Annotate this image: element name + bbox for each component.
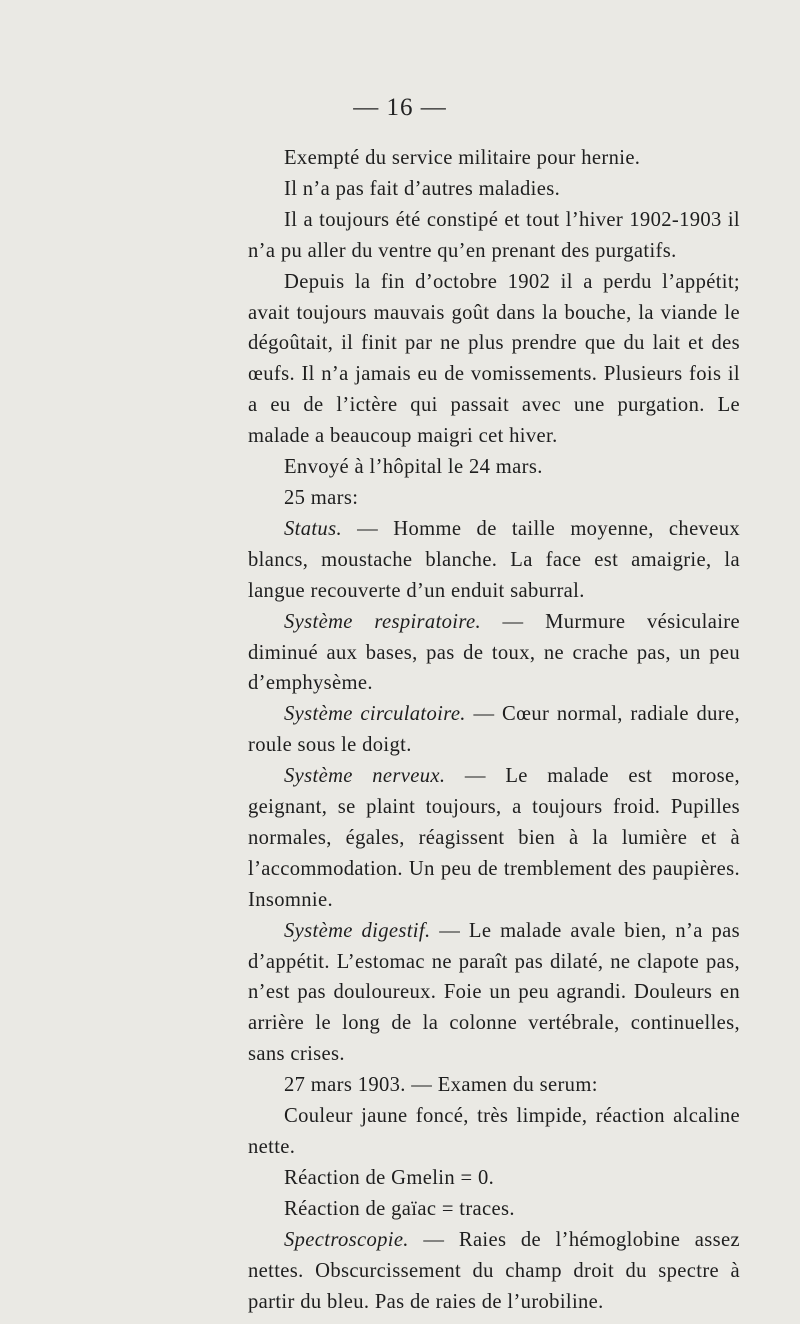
paragraph-appetite-loss	[248, 267, 740, 452]
paragraph-status	[248, 514, 740, 607]
paragraph-text: 27 mars 1903. — Examen du serum:	[284, 1074, 598, 1097]
paragraph-date-march-25	[248, 483, 740, 514]
paragraph-text: 25 mars:	[284, 486, 359, 509]
paragraph-text: — Le malade avale bien, n’a pas d’appétit. L’estomac ne paraît pas dilaté, ne clapote pas, n’est pas douloureux. Foie un peu agrandi. Douleurs en arrière le long de la colonne vertébrale, continuelles, sans crises.	[248, 919, 740, 1066]
paragraph-spectroscopy	[248, 1225, 740, 1318]
paragraph-nervous	[248, 761, 740, 916]
paragraph-text: Réaction de gaïac = traces.	[284, 1197, 515, 1220]
section-label: Système digestif.	[284, 919, 431, 942]
section-label: Status.	[284, 517, 342, 540]
paragraph-text: Il a toujours été constipé et tout l’hiver 1902-1903 il n’a pu aller du ventre qu’en prenant des purgatifs.	[248, 208, 740, 262]
page-number: — 16 —	[353, 94, 447, 121]
section-label: Système respiratoire.	[284, 610, 481, 633]
paragraph-gmelin	[248, 1163, 740, 1194]
paragraph-constipation	[248, 205, 740, 267]
paragraph-text: — Raies de l’hémoglobine assez nettes. Obscurcissement du champ droit du spectre à partir du bleu. Pas de raies de l’urobiline.	[248, 1228, 740, 1313]
paragraph-text: Envoyé à l’hôpital le 24 mars.	[284, 456, 543, 479]
paragraph-text: Depuis la fin d’octobre 1902 il a perdu l’appétit; avait toujours mauvais goût dans la bouche, la viande le dégoûtait, il finit par ne plus prendre que du lait et des œufs. Il n’a jamais eu de vomissements. Plusieurs fois il a eu de l’ictère qui passait avec une purgation. Le malade a beaucoup maigri cet hiver.	[248, 270, 740, 448]
paragraph-serum-color	[248, 1101, 740, 1163]
body-text	[248, 143, 740, 1317]
paragraph-text: Il n’a pas fait d’autres maladies.	[284, 177, 561, 200]
section-label: Système circulatoire.	[284, 703, 466, 726]
paragraph-no-other-illness	[248, 174, 740, 205]
paragraph-text: — Homme de taille moyenne, cheveux blancs, moustache blanche. La face est amaigrie, la langue recouverte d’un enduit saburral.	[248, 517, 740, 602]
paragraph-circulatory	[248, 699, 740, 761]
section-label: Système nerveux.	[284, 765, 446, 788]
paragraph-text: — Cœur normal, radiale dure, roule sous le doigt.	[248, 703, 740, 757]
paragraph-text: — Le malade est morose, geignant, se plaint toujours, a toujours froid. Pupilles normales, égales, réagissent bien à la lumière et à l’accommodation. Un peu de tremblement des paupières. Insomnie.	[248, 765, 740, 911]
paragraph-text: Exempté du service militaire pour hernie.	[284, 147, 641, 169]
paragraph-text: — Murmure vésiculaire diminué aux bases, pas de toux, ne crache pas, un peu d’emphysème.	[248, 610, 740, 695]
paragraph-gaiac	[248, 1194, 740, 1225]
paragraph-hospital-admission	[248, 452, 740, 483]
paragraph-respiratory	[248, 607, 740, 700]
paragraph-text: Réaction de Gmelin = 0.	[284, 1166, 495, 1189]
paragraph-exemption	[248, 143, 740, 174]
section-label: Spectroscopie.	[284, 1228, 409, 1251]
paragraph-digestive	[248, 916, 740, 1071]
paragraph-serum-exam	[248, 1070, 740, 1101]
paragraph-text: Couleur jaune foncé, très limpide, réaction alcaline nette.	[248, 1105, 740, 1158]
